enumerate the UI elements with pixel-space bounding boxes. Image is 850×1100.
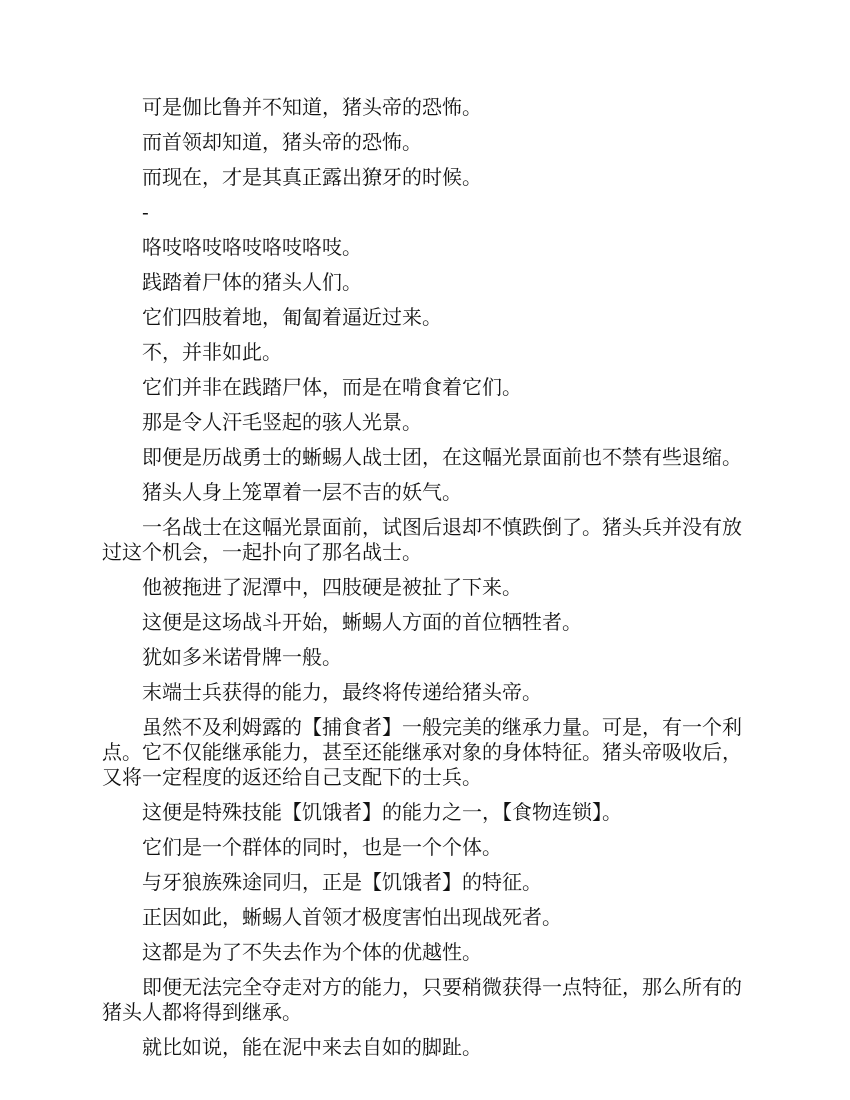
paragraph: 它们是一个群体的同时，也是一个个体。 (142, 835, 502, 859)
paragraph: 可是伽比鲁并不知道，猪头帝的恐怖。 (142, 95, 482, 119)
paragraph: 一名战士在这幅光景面前，试图后退却不慎跌倒了。猪头兵并没有放过这个机会，一起扑向了那名战士。 (102, 515, 742, 564)
section-separator: - (142, 200, 149, 224)
paragraph: 与牙狼族殊途同归，正是【饥饿者】的特征。 (142, 870, 542, 894)
paragraph: 虽然不及利姆露的【捕食者】一般完美的继承力量。可是，有一个利点。它不仅能继承能力，甚至还能继承对象的身体特征。猪头帝吸收后，又将一定程度的返还给自己支配下的士兵。 (102, 715, 742, 789)
paragraph: 践踏着尸体的猪头人们。 (142, 270, 362, 294)
paragraph: 不，并非如此。 (142, 340, 282, 364)
paragraph: 猪头人身上笼罩着一层不吉的妖气。 (142, 480, 462, 504)
paragraph: 末端士兵获得的能力，最终将传递给猪头帝。 (142, 680, 542, 704)
paragraph: 犹如多米诺骨牌一般。 (142, 645, 342, 669)
paragraph: 即便无法完全夺走对方的能力，只要稍微获得一点特征，那么所有的猪头人都将得到继承。 (102, 975, 742, 1024)
paragraph: 这便是这场战斗开始，蜥蜴人方面的首位牺牲者。 (142, 610, 582, 634)
paragraph: 那是令人汗毛竖起的骇人光景。 (142, 410, 422, 434)
paragraph: 而首领却知道，猪头帝的恐怖。 (142, 130, 422, 154)
document-page (102, 95, 750, 1070)
paragraph: 就比如说，能在泥中来去自如的脚趾。 (142, 1035, 482, 1059)
paragraph: 而现在，才是其真正露出獠牙的时候。 (142, 165, 482, 189)
paragraph: 他被拖进了泥潭中，四肢硬是被扯了下来。 (142, 575, 522, 599)
paragraph: 正因如此，蜥蜴人首领才极度害怕出现战死者。 (142, 905, 562, 929)
paragraph: 这都是为了不失去作为个体的优越性。 (142, 940, 482, 964)
paragraph: 即便是历战勇士的蜥蜴人战士团，在这幅光景面前也不禁有些退缩。 (142, 445, 742, 469)
paragraph: 它们四肢着地，匍匐着逼近过来。 (142, 305, 442, 329)
paragraph: 它们并非在践踏尸体，而是在啃食着它们。 (142, 375, 522, 399)
paragraph: 咯吱咯吱咯吱咯吱咯吱。 (142, 235, 362, 259)
paragraph: 这便是特殊技能【饥饿者】的能力之一，【食物连锁】。 (142, 800, 622, 824)
